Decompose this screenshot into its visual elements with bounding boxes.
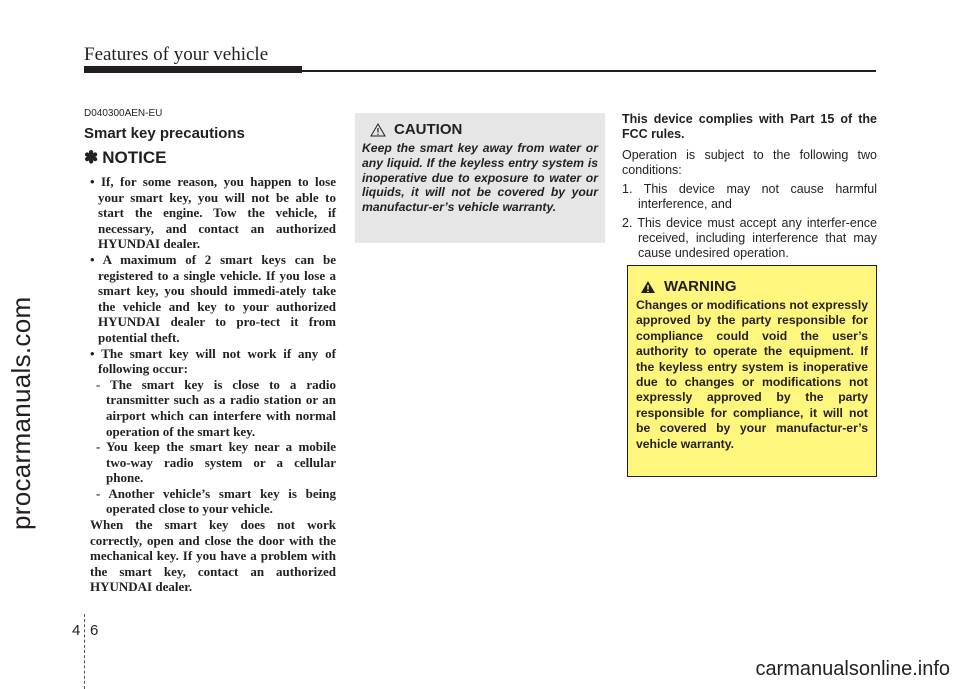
- notice-dash-item: - The smart key is close to a radio transmitter such as a radio station or an airport which can interfere with normal operation of the smart key.: [96, 376, 336, 439]
- fcc-compliance-statement: This device complies with Part 15 of the FCC rules.: [622, 112, 877, 141]
- chapter-number: 4: [72, 622, 81, 639]
- header-rule-thin: [302, 70, 876, 72]
- page-header-title: Features of your vehicle: [84, 44, 269, 65]
- notice-heading: [84, 148, 336, 168]
- caution-triangle-icon: [370, 123, 386, 137]
- section-title: Smart key precautions: [84, 125, 245, 142]
- section-code: D040300AEN-EU: [84, 108, 163, 119]
- notice-label: NOTICE: [102, 148, 167, 167]
- warning-label: WARNING: [664, 278, 737, 295]
- notice-bullet: • A maximum of 2 smart keys can be registered to a single vehicle. If you lose a smart key, you should immedi-ately take the vehicle and key to your authorized HYUNDAI dealer to pro-tect it from potential theft.: [90, 251, 336, 345]
- header-rule-thick: [84, 66, 302, 73]
- page-number-divider: [84, 614, 85, 689]
- page-number: 6: [90, 622, 99, 639]
- caution-box: [355, 113, 605, 243]
- fcc-condition: 2. This device must accept any interfer-ence received, including interference that may cause undesired operation.: [622, 216, 877, 260]
- footer-watermark: carmanualsonline.info: [755, 658, 950, 680]
- caution-label: CAUTION: [394, 121, 463, 138]
- notice-star-icon: ✽: [84, 148, 99, 167]
- side-watermark: procarmanuals.com: [6, 296, 36, 530]
- notice-closing-paragraph: When the smart key does not work correctly, open and close the door with the mechanical key. If you have a problem with the smart key, contact an authorized HYUNDAI dealer.: [90, 517, 336, 595]
- warning-box: [627, 265, 877, 477]
- notice-dash-item: - You keep the smart key near a mobile two-way radio system or a cellular phone.: [96, 439, 336, 486]
- notice-bullet: • If, for some reason, you happen to lose your smart key, you will not be able to start the engine. Tow the vehicle, if necessary, and contact an authorized HYUNDAI dealer.: [90, 174, 336, 252]
- notice-dash-item: - Another vehicle’s smart key is being operated close to your vehicle.: [96, 485, 336, 517]
- caution-heading: [362, 121, 598, 138]
- warning-heading: [636, 278, 868, 295]
- left-column: [84, 108, 336, 595]
- notice-bullet: • The smart key will not work if any of following occur:: [90, 345, 336, 377]
- warning-triangle-icon: [640, 280, 656, 294]
- right-column: [622, 112, 877, 261]
- caution-text: Keep the smart key away from water or any liquid. If the keyless entry system is inoperative due to exposure to water or liquids, it will not be covered by your manufactur-er’s vehicle warranty.: [362, 141, 598, 215]
- warning-text: Changes or modifications not expressly approved by the party responsible for compliance could void the user’s authority to operate the equipment. If the keyless entry system is inoperative due to changes or modifications not expressly approved by the party responsible for compliance, it will not be covered by your manufactur-er’s vehicle warranty.: [636, 298, 868, 451]
- fcc-condition: 1. This device may not cause harmful interference, and: [622, 182, 877, 211]
- notice-body: [84, 174, 336, 595]
- fcc-intro: Operation is subject to the following two conditions:: [622, 148, 877, 177]
